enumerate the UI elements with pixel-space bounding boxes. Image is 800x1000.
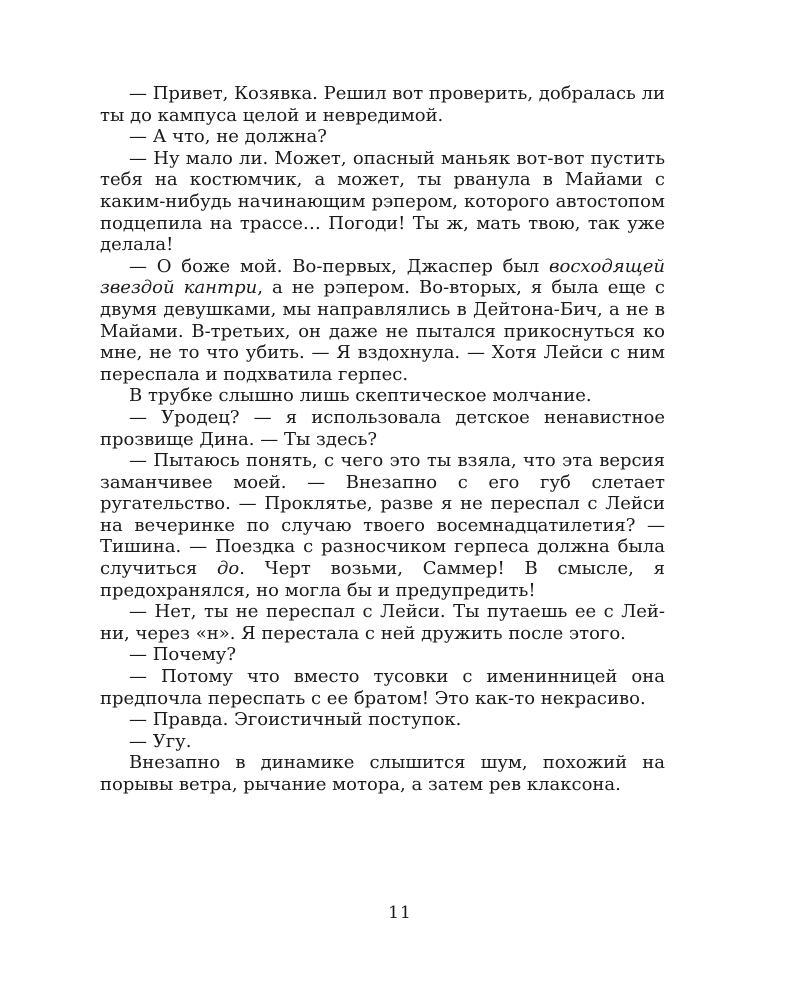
page-number: 11 — [388, 903, 412, 923]
text-segment: . Черт возьми, Саммер! В смысле, я предохранялся, но могла бы и предупредить! — [100, 558, 666, 601]
text-segment: — А что, не должна? — [129, 126, 327, 148]
italic-text: восходящей звездой кантри — [100, 255, 665, 299]
text-segment: — Угу. — [129, 730, 192, 752]
paragraph — [100, 126, 665, 148]
text-segment: Внезапно в динамике слышится шум, похожий на порывы ветра, рычание мотора, а затем рев клаксона. — [100, 752, 665, 795]
text-segment: В трубке слышно лишь скептическое молчание. — [129, 385, 592, 407]
paragraph — [100, 83, 665, 126]
paragraph — [100, 407, 665, 450]
paragraph — [100, 256, 665, 386]
paragraph — [100, 601, 665, 644]
paragraph — [100, 731, 665, 753]
text-segment: — Потому что вместо тусовки с именинницей она предпочла переспать с ее братом! Это как-то некрасиво. — [100, 666, 665, 709]
text-segment: — Пытаюсь понять, с чего это ты взяла, что эта версия заманчивее моей. — Внезапно с его губ слетает ругательство. — Проклятье, разве я не переспал с Лейси на вечеринке по случаю твоего восемнадцатилетия? — Тишина. — Поездка с разносчиком герпеса должна была случиться — [100, 450, 665, 580]
text-segment: — Правда. Эгоистичный поступок. — [129, 709, 462, 731]
paragraph — [100, 644, 665, 666]
text-segment: — Нет, ты не переспал с Лейси. Ты путаешь ее с Лейни, через «н». Я перестала с ней дружить после этого. — [100, 601, 665, 644]
paragraph — [100, 666, 665, 709]
paragraph — [100, 752, 665, 795]
paragraph — [100, 450, 665, 601]
text-segment: — Уродец? — я использовала детское ненавистное прозвище Дина. — Ты здесь? — [100, 406, 665, 450]
text-segment: , а не рэпером. Во-вторых, я была еще с двумя девушками, мы направлялись в Дейтона-Бич, а не в Майами. В-третьих, он даже не пытался прикоснуться ко мне, не то что убить. — Я вздохнула. — Хотя Лейси с ним переспала и подхватила герпес. — [100, 277, 666, 385]
text-segment: — Почему? — [129, 644, 237, 666]
text-segment: — О боже мой. Во-первых, Джаспер был — [129, 255, 550, 277]
italic-text: до — [217, 558, 240, 580]
paragraph — [100, 385, 665, 407]
paragraph — [100, 148, 665, 256]
body-text — [100, 83, 665, 796]
text-segment: — Ну мало ли. Может, опасный маньяк вот-вот пустить тебя на костюмчик, а может, ты рванула в Майами с каким-нибудь начинающим рэпером, которого автостопом подцепила на трассе… Погоди! Ты ж, мать твою, так уже делала! — [100, 147, 665, 256]
paragraph — [100, 709, 665, 731]
text-segment: — Привет, Козявка. Решил вот проверить, добралась ли ты до кампуса целой и невредимой. — [100, 83, 666, 126]
